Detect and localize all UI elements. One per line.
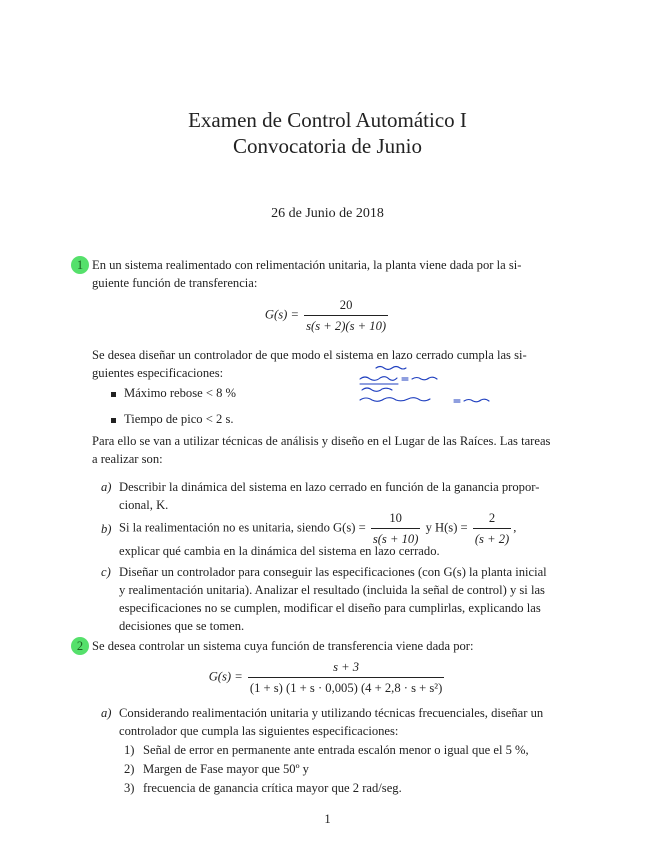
task-c-line2: y realimentación unitaria). Analizar el resultado (incluida la señal de control) y si las (119, 583, 545, 597)
task-c-label: c) (101, 565, 111, 579)
task-c-line4: decisiones que se tomen. (119, 619, 245, 633)
task-b-g-denominator: s(s + 10) (372, 532, 419, 546)
tf2-denominator: (1 + s) (1 + s · 0,005) (4 + 2,8 · s + s²) (249, 681, 443, 695)
problem-1-tasks-intro-line1: Para ello se van a utilizar técnicas de análisis y diseño en el Lugar de las Raíces. Las tareas (92, 434, 551, 448)
task-b-g-numerator: 10 (371, 509, 421, 529)
tf2-lhs: G(s) = (208, 669, 243, 684)
spec-item-peak-time: Tiempo de pico < 2 s. (124, 412, 234, 426)
problem-1-spec-intro-line1: Se desea diseñar un controlador de que modo el sistema en lazo cerrado cumpla las si- (92, 348, 527, 362)
exam-title: Examen de Control Automático I (188, 108, 467, 132)
task-b-end: , (513, 520, 517, 535)
exam-subtitle: Convocatoria de Junio (233, 134, 422, 158)
tf2-fraction (248, 658, 444, 697)
sub-item-3-label: 3) (124, 781, 135, 795)
task-b-mid: y H(s) = (425, 520, 468, 535)
tf-fraction (304, 296, 388, 335)
problem-1-transfer-function (0, 296, 655, 335)
sub-item-1-label: 1) (124, 743, 135, 757)
problem-2-task-a-line1: Considerando realimentación unitaria y utilizando técnicas frecuenciales, diseñar un (119, 706, 544, 720)
tf-denominator: s(s + 2)(s + 10) (306, 319, 387, 333)
page-number: 1 (324, 812, 331, 826)
problem-1-intro-line1: En un sistema realimentado con relimentación unitaria, la planta viene dada por la si- (92, 258, 522, 272)
bullet-icon (111, 392, 116, 397)
task-b-label: b) (101, 522, 112, 536)
problem-2-badge: 2 (71, 637, 89, 655)
task-c-line3: especificaciones no se cumplen, modificar el diseño para cumplirlas, explicando las (119, 601, 541, 615)
tf-numerator: 20 (304, 296, 388, 316)
exam-date: 26 de Junio de 2018 (271, 206, 384, 221)
task-b-line2: explicar qué cambia en la dinámica del sistema en lazo cerrado. (119, 544, 440, 558)
sub-item-3-text: frecuencia de ganancia crítica mayor que 2 rad/seg. (143, 781, 402, 795)
problem-2-transfer-function (0, 658, 655, 697)
sub-item-1-text: Señal de error en permanente ante entrada escalón menor o igual que el 5 %, (143, 743, 529, 757)
problem-2-task-a-line2: controlador que cumpla las siguientes especificaciones: (119, 724, 399, 738)
problem-2-intro: Se desea controlar un sistema cuya función de transferencia viene dada por: (92, 639, 474, 653)
sub-item-2-text: Margen de Fase mayor que 50º y (143, 762, 309, 776)
task-b-h-numerator: 2 (473, 509, 511, 529)
task-b-pre: Si la realimentación no es unitaria, siendo G(s) = (119, 520, 366, 535)
problem-1-badge: 1 (71, 256, 89, 274)
task-b-h-fraction (473, 509, 511, 548)
tf2-numerator: s + 3 (248, 658, 444, 678)
spec-item-overshoot: Máximo rebose < 8 % (124, 386, 237, 400)
task-a-line1: Describir la dinámica del sistema en lazo cerrado en función de la ganancia propor- (119, 480, 540, 494)
problem-2-task-a-label: a) (101, 706, 112, 720)
tf-lhs: G(s) = (264, 307, 299, 322)
sub-item-2-label: 2) (124, 762, 135, 776)
task-a-line2: cional, K. (119, 498, 169, 512)
task-a-label: a) (101, 480, 112, 494)
task-b-h-denominator: (s + 2) (474, 532, 510, 546)
bullet-icon (111, 418, 116, 423)
problem-1-spec-intro-line2: guientes especificaciones: (92, 366, 224, 380)
task-c-line1: Diseñar un controlador para conseguir las especificaciones (con G(s) la planta inicial (119, 565, 547, 579)
handwritten-annotation-icon (358, 362, 558, 412)
problem-1-tasks-intro-line2: a realizar son: (92, 452, 163, 466)
problem-1-intro-line2: guiente función de transferencia: (92, 276, 258, 290)
